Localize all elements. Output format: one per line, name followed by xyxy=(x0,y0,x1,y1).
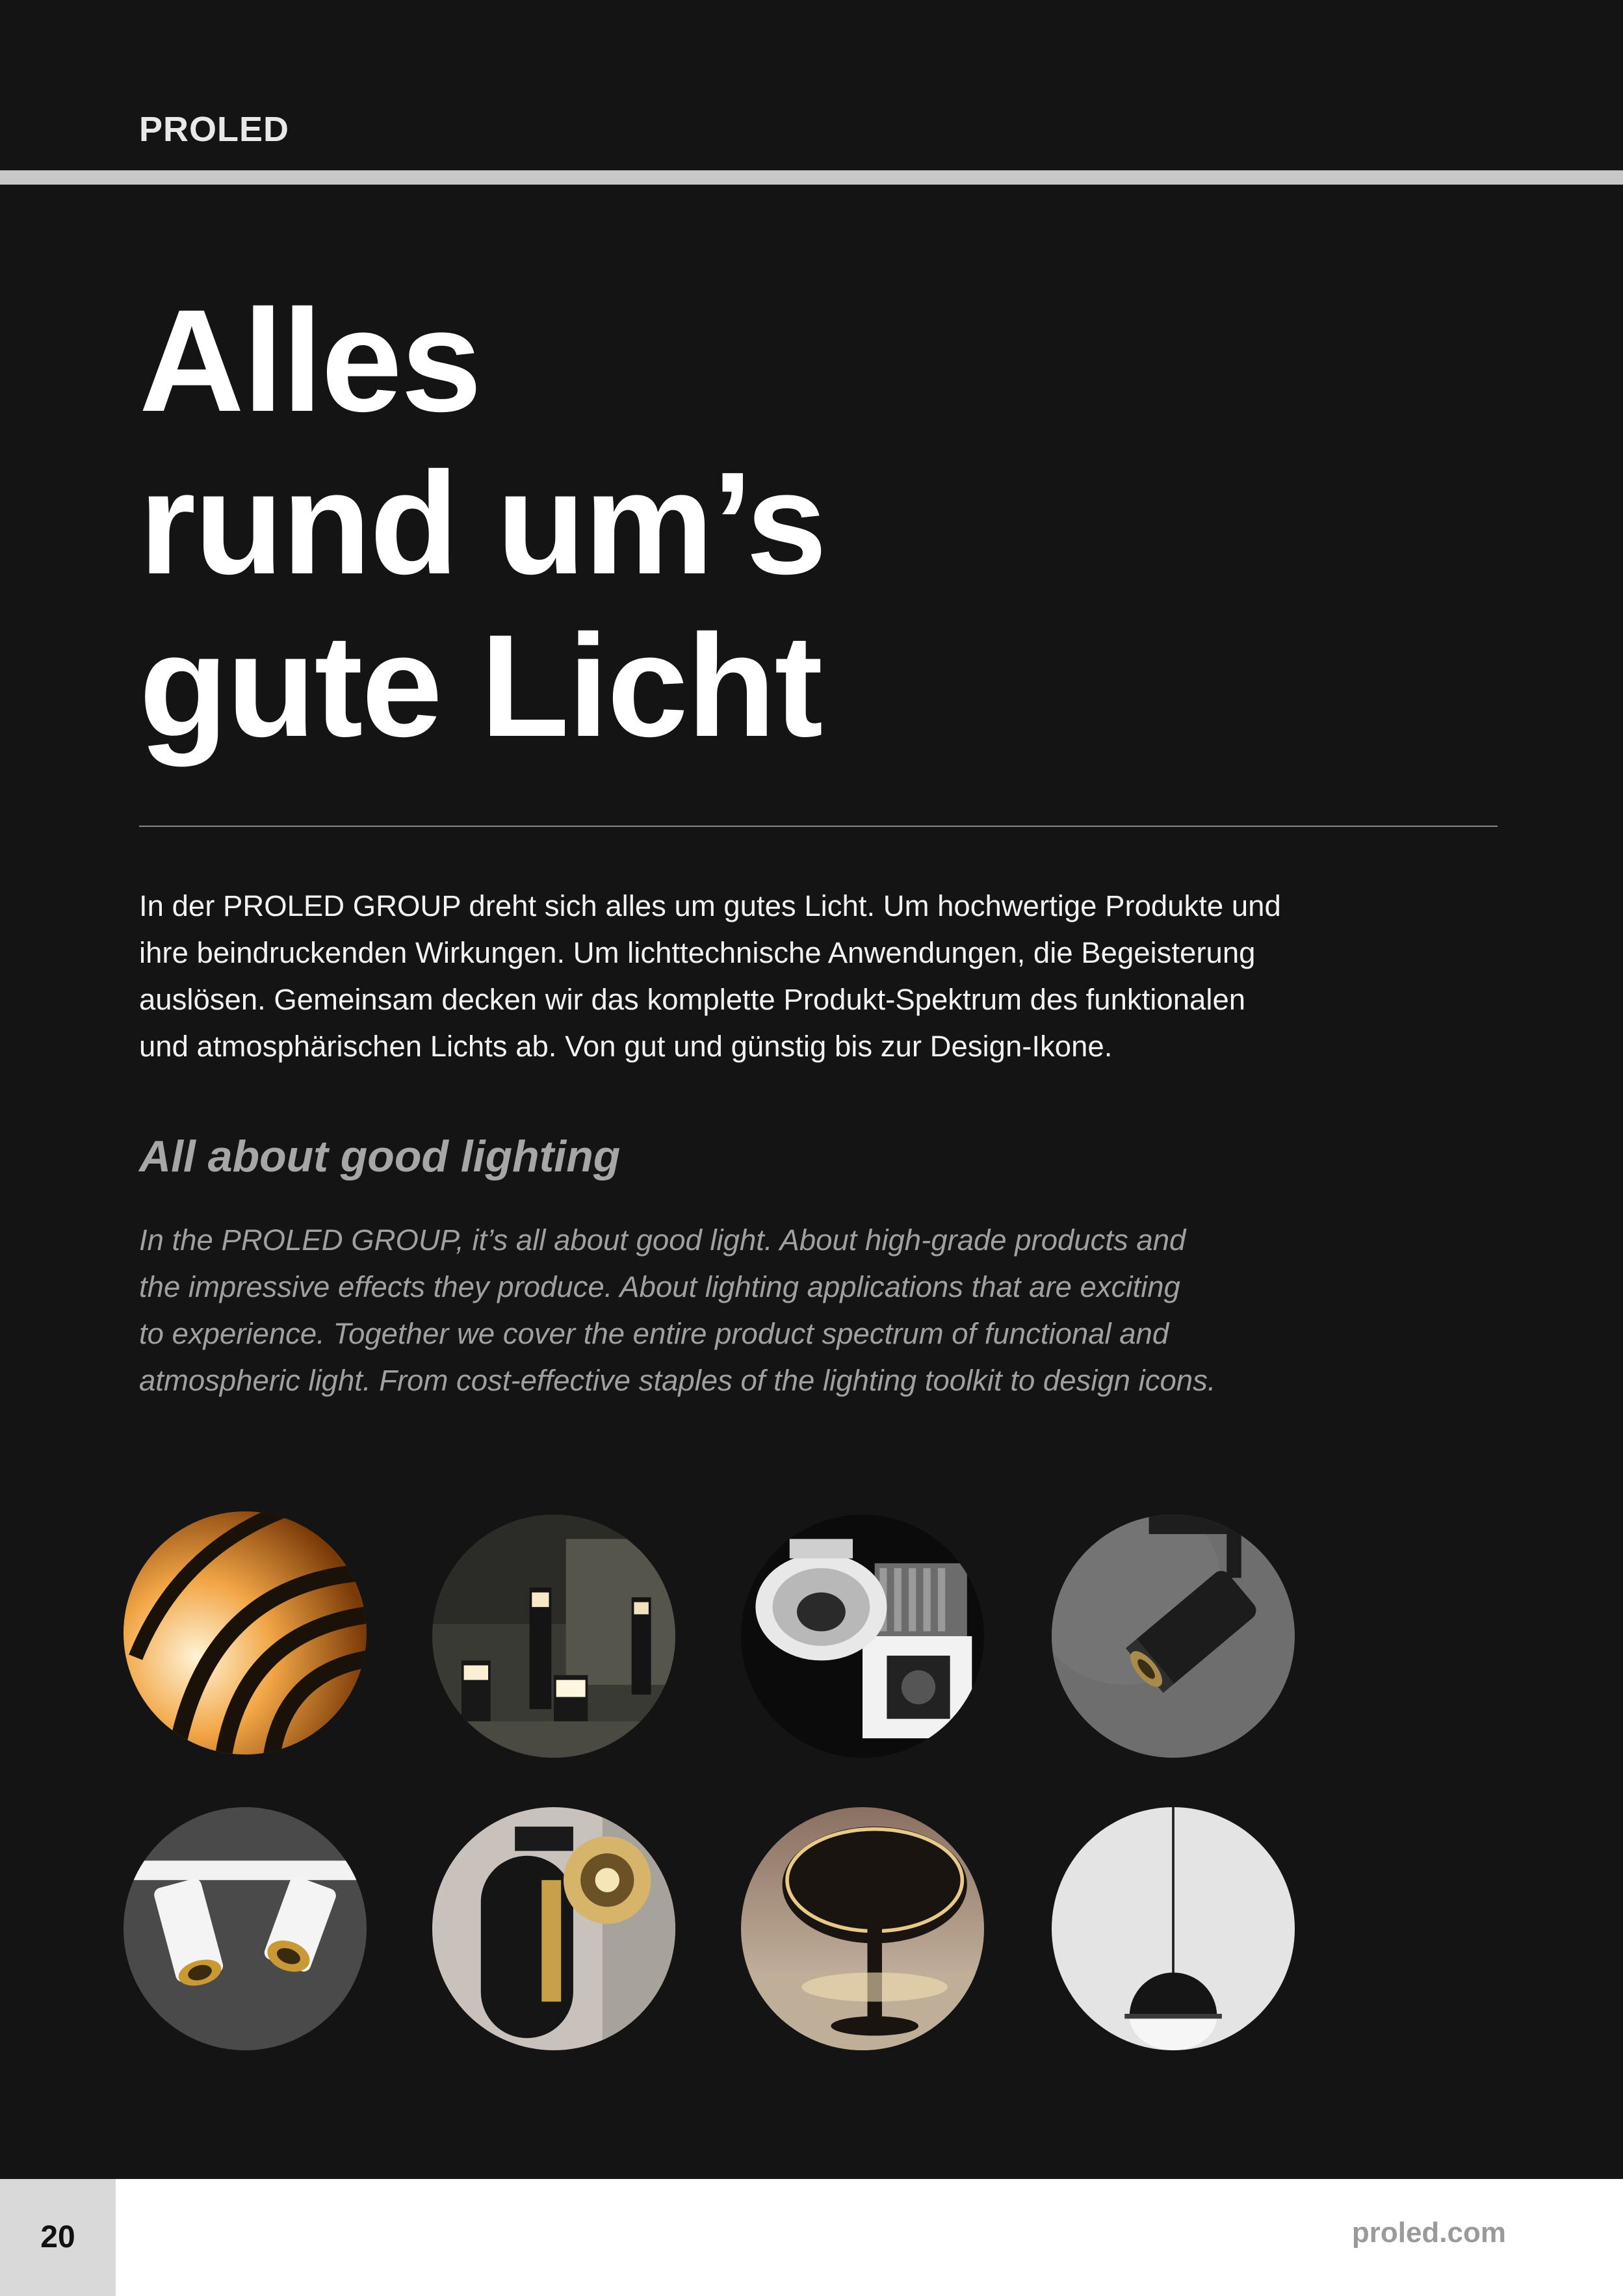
german-line: und atmosphärischen Lichts ab. Von gut und günstig bis zur Design-Ikone. xyxy=(139,1030,1113,1063)
twin-ceiling-spots-photo xyxy=(123,1807,367,2050)
bollard-lights-photo xyxy=(432,1515,675,1758)
brand-logo: PROLED xyxy=(139,110,290,149)
page-headline xyxy=(139,280,1374,767)
wall-spotlight-photo xyxy=(432,1807,675,2050)
recessed-downlights-photo xyxy=(741,1515,984,1758)
headline-line-1: Alles xyxy=(139,280,481,442)
english-line: In the PROLED GROUP, it’s all about good light. About high-grade products and xyxy=(139,1223,1186,1257)
track-spotlight-photo xyxy=(1052,1515,1295,1758)
german-line: ihre beindruckenden Wirkungen. Um lichttechnische Anwendungen, die Begeisterung xyxy=(139,936,1256,969)
english-title: All about good lighting xyxy=(139,1132,621,1181)
german-line: auslösen. Gemeinsam decken wir das komplette Produkt-Spektrum des funktionalen xyxy=(139,983,1246,1016)
website-link[interactable]: proled.com xyxy=(1351,2217,1506,2249)
page-footer xyxy=(0,2179,1623,2296)
page-number: 20 xyxy=(40,2220,75,2254)
headline-line-3: gute Licht xyxy=(139,605,822,767)
header-rule xyxy=(0,170,1623,185)
english-line: to experience. Together we cover the entire product spectrum of functional and xyxy=(139,1317,1169,1350)
english-line: the impressive effects they produce. About lighting applications that are exciting xyxy=(139,1270,1180,1303)
table-lamp-photo xyxy=(741,1807,984,2050)
section-divider xyxy=(139,826,1498,827)
german-line: In der PROLED GROUP dreht sich alles um gutes Licht. Um hochwertige Produkte und xyxy=(139,889,1281,922)
german-paragraph xyxy=(139,883,1322,1070)
page-number-box xyxy=(0,2179,116,2296)
headline-line-2: rund um’s xyxy=(139,442,826,605)
curved-led-strip-photo xyxy=(123,1511,367,1755)
globe-pendant-photo xyxy=(1052,1807,1295,2050)
english-line: atmospheric light. From cost-effective staples of the lighting toolkit to design icons. xyxy=(139,1364,1216,1397)
english-paragraph xyxy=(139,1217,1322,1404)
